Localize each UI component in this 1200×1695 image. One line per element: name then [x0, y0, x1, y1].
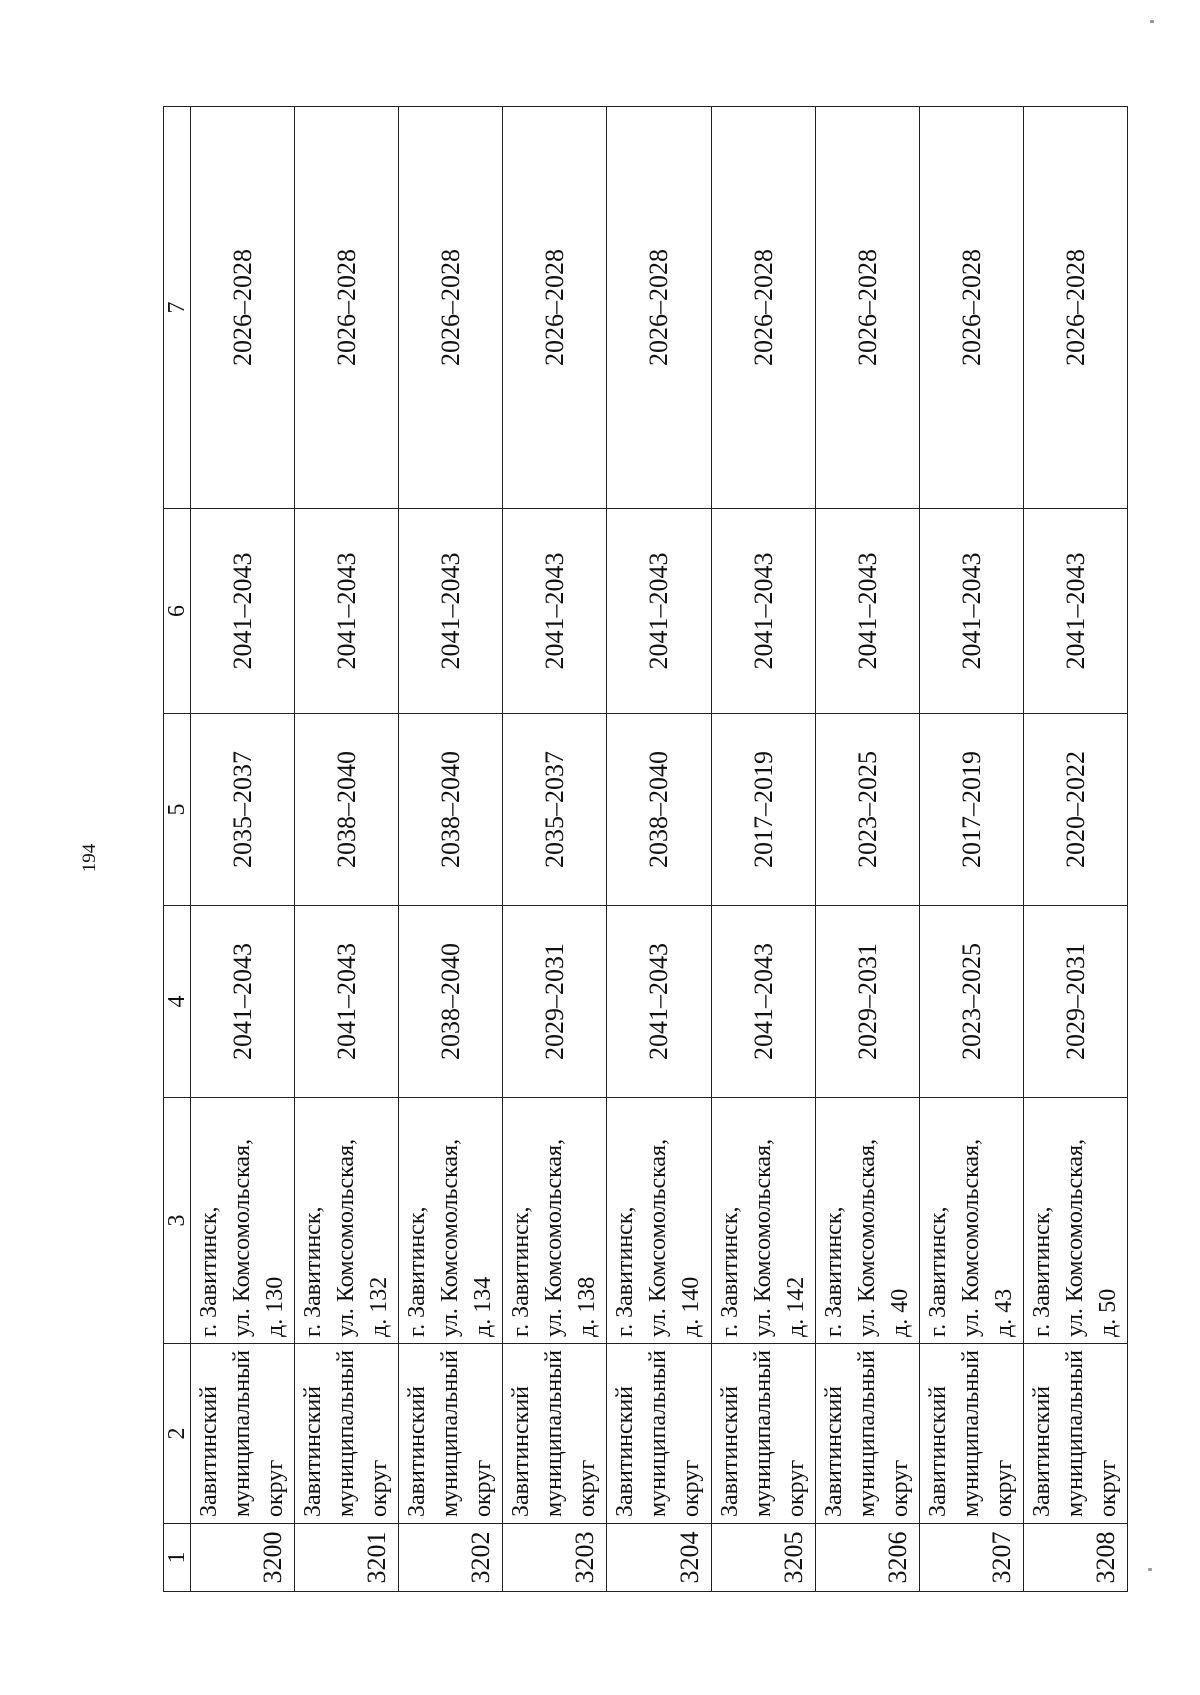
period-cell-col6: 2041–2043	[399, 509, 503, 714]
address-line: г. Завитинск,	[820, 1206, 847, 1337]
period-cell-col4: 2023–2025	[919, 906, 1023, 1098]
address-line: д. 142	[782, 1276, 809, 1337]
column-header: 2	[164, 1344, 191, 1524]
address-line: ул. Комсомольская,	[957, 1138, 984, 1337]
district-cell	[1023, 1344, 1127, 1524]
district-line: Завитинский	[508, 1385, 535, 1517]
address-line: ул. Комсомольская,	[853, 1138, 880, 1337]
rotated-table-container	[163, 107, 1128, 1592]
address-line: г. Завитинск,	[404, 1206, 431, 1337]
period-cell-col5: 2023–2025	[815, 714, 919, 906]
district-line: муниципальный	[749, 1349, 776, 1517]
column-header: 3	[164, 1098, 191, 1344]
table-row	[191, 107, 295, 1592]
address-cell	[919, 1098, 1023, 1344]
row-number-cell: 3202	[399, 1524, 503, 1592]
table-row	[711, 107, 815, 1592]
row-number-cell: 3205	[711, 1524, 815, 1592]
district-line: муниципальный	[853, 1349, 880, 1517]
table-row	[815, 107, 919, 1592]
table-row	[503, 107, 607, 1592]
period-cell-col5: 2035–2037	[191, 714, 295, 906]
period-cell-col6: 2041–2043	[295, 509, 399, 714]
address-line: д. 140	[678, 1276, 705, 1337]
district-line: округ	[1094, 1459, 1121, 1517]
address-line: д. 134	[470, 1276, 497, 1337]
address-line: д. 40	[886, 1288, 913, 1337]
address-line: д. 130	[262, 1276, 288, 1337]
district-line: Завитинский	[612, 1385, 639, 1517]
table-row	[607, 107, 711, 1592]
period-cell-col4: 2041–2043	[295, 906, 399, 1098]
district-line: Завитинский	[1028, 1385, 1055, 1517]
period-cell-col5: 2038–2040	[295, 714, 399, 906]
address-line: г. Завитинск,	[508, 1206, 535, 1337]
period-cell-col5: 2017–2019	[711, 714, 815, 906]
address-line: д. 138	[574, 1276, 601, 1337]
period-cell-col4: 2041–2043	[191, 906, 295, 1098]
district-cell	[607, 1344, 711, 1524]
period-cell-col6: 2041–2043	[919, 509, 1023, 714]
district-line: округ	[366, 1459, 393, 1517]
period-cell-col6: 2041–2043	[1023, 509, 1127, 714]
row-number-cell: 3201	[295, 1524, 399, 1592]
period-cell-col5: 2038–2040	[399, 714, 503, 906]
period-cell-col4: 2038–2040	[399, 906, 503, 1098]
address-cell	[607, 1098, 711, 1344]
table-row	[919, 107, 1023, 1592]
table-row	[295, 107, 399, 1592]
period-cell-col4: 2029–2031	[503, 906, 607, 1098]
address-line: ул. Комсомольская,	[645, 1138, 672, 1337]
address-line: ул. Комсомольская,	[1061, 1138, 1088, 1337]
period-cell-col6: 2041–2043	[607, 509, 711, 714]
address-line: г. Завитинск,	[300, 1206, 327, 1337]
district-line: муниципальный	[437, 1349, 464, 1517]
row-number-cell: 3207	[919, 1524, 1023, 1592]
district-line: округ	[678, 1459, 705, 1517]
district-line: Завитинский	[820, 1385, 847, 1517]
address-line: д. 50	[1094, 1288, 1121, 1337]
period-cell-col6: 2041–2043	[191, 509, 295, 714]
district-cell	[295, 1344, 399, 1524]
header-row	[164, 107, 191, 1592]
address-cell	[503, 1098, 607, 1344]
period-cell-col4: 2029–2031	[815, 906, 919, 1098]
address-line: г. Завитинск,	[716, 1206, 743, 1337]
address-line: д. 132	[366, 1276, 393, 1337]
district-line: округ	[574, 1459, 601, 1517]
period-cell-col7: 2026–2028	[711, 107, 815, 509]
column-header: 5	[164, 714, 191, 906]
district-line: муниципальный	[333, 1349, 360, 1517]
period-cell-col6: 2041–2043	[711, 509, 815, 714]
address-cell	[711, 1098, 815, 1344]
district-cell	[919, 1344, 1023, 1524]
address-cell	[1023, 1098, 1127, 1344]
period-cell-col7: 2026–2028	[607, 107, 711, 509]
page-number: 194	[79, 843, 100, 873]
district-cell	[815, 1344, 919, 1524]
column-header: 7	[164, 107, 191, 509]
district-line: округ	[782, 1459, 809, 1517]
district-line: муниципальный	[229, 1349, 255, 1517]
period-cell-col7: 2026–2028	[815, 107, 919, 509]
address-line: ул. Комсомольская,	[749, 1138, 776, 1337]
period-cell-col5: 2020–2022	[1023, 714, 1127, 906]
period-cell-col6: 2041–2043	[503, 509, 607, 714]
district-line: Завитинский	[196, 1385, 222, 1517]
row-number-cell: 3203	[503, 1524, 607, 1592]
period-cell-col7: 2026–2028	[503, 107, 607, 509]
district-line: округ	[470, 1459, 497, 1517]
period-cell-col5: 2035–2037	[503, 714, 607, 906]
column-header: 6	[164, 509, 191, 714]
district-line: Завитинский	[404, 1385, 431, 1517]
district-cell	[503, 1344, 607, 1524]
scan-speck	[1150, 20, 1154, 23]
period-cell-col4: 2041–2043	[607, 906, 711, 1098]
period-cell-col5: 2017–2019	[919, 714, 1023, 906]
address-line: г. Завитинск,	[196, 1206, 222, 1337]
address-cell	[399, 1098, 503, 1344]
address-line: ул. Комсомольская,	[541, 1138, 568, 1337]
period-cell-col7: 2026–2028	[399, 107, 503, 509]
district-line: муниципальный	[957, 1349, 984, 1517]
row-number-cell: 3208	[1023, 1524, 1127, 1592]
row-number-cell: 3206	[815, 1524, 919, 1592]
column-header: 4	[164, 906, 191, 1098]
address-line: д. 43	[990, 1288, 1017, 1337]
district-line: округ	[262, 1459, 288, 1517]
district-cell	[399, 1344, 503, 1524]
period-cell-col4: 2029–2031	[1023, 906, 1127, 1098]
row-number-cell: 3204	[607, 1524, 711, 1592]
period-cell-col7: 2026–2028	[191, 107, 295, 509]
period-cell-col5: 2038–2040	[607, 714, 711, 906]
address-line: ул. Комсомольская,	[437, 1138, 464, 1337]
district-line: округ	[886, 1459, 913, 1517]
address-line: г. Завитинск,	[1028, 1206, 1055, 1337]
period-cell-col4: 2041–2043	[711, 906, 815, 1098]
district-line: округ	[990, 1459, 1017, 1517]
district-cell	[191, 1344, 295, 1524]
address-cell	[295, 1098, 399, 1344]
district-line: Завитинский	[300, 1385, 327, 1517]
address-line: ул. Комсомольская,	[229, 1138, 255, 1337]
period-cell-col6: 2041–2043	[815, 509, 919, 714]
address-line: ул. Комсомольская,	[333, 1138, 360, 1337]
address-cell	[191, 1098, 295, 1344]
district-line: Завитинский	[716, 1385, 743, 1517]
table-row	[1023, 107, 1127, 1592]
period-cell-col7: 2026–2028	[919, 107, 1023, 509]
address-cell	[815, 1098, 919, 1344]
period-cell-col7: 2026–2028	[1023, 107, 1127, 509]
district-line: муниципальный	[1061, 1349, 1088, 1517]
table-body	[191, 107, 1128, 1592]
district-line: муниципальный	[541, 1349, 568, 1517]
district-line: Завитинский	[924, 1385, 951, 1517]
period-cell-col7: 2026–2028	[295, 107, 399, 509]
district-cell	[711, 1344, 815, 1524]
address-line: г. Завитинск,	[924, 1206, 951, 1337]
column-header: 1	[164, 1524, 191, 1592]
district-line: муниципальный	[645, 1349, 672, 1517]
data-table	[163, 106, 1128, 1592]
address-line: г. Завитинск,	[612, 1206, 639, 1337]
row-number-cell: 3200	[191, 1524, 295, 1592]
scan-speck	[1148, 1568, 1152, 1571]
table-row	[399, 107, 503, 1592]
